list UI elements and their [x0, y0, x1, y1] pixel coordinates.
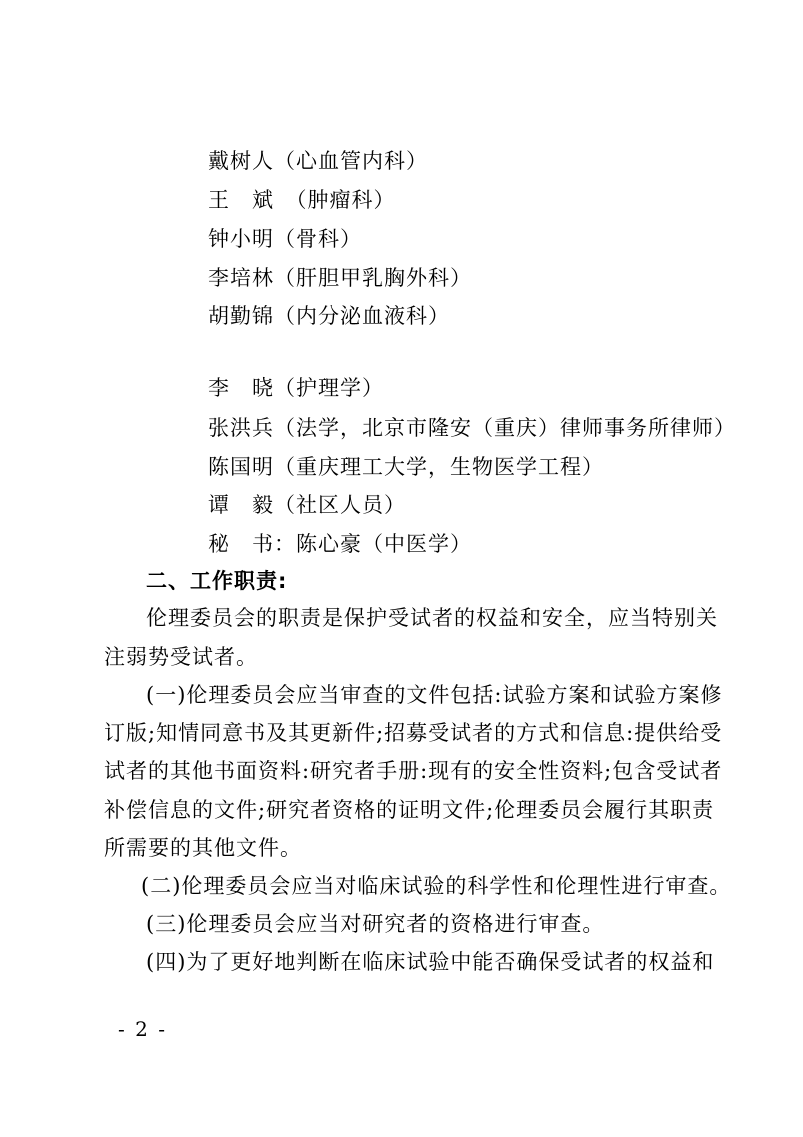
member-line: 王 斌 （肿瘤科） — [208, 188, 396, 212]
body-line: 所需要的其他文件。 — [104, 836, 302, 860]
body-line: (一)伦理委员会应当审查的文件包括:试验方案和试验方案修 — [146, 683, 723, 707]
member-line: 谭 毅（社区人员） — [208, 493, 406, 517]
section-heading: 二、工作职责: — [146, 569, 288, 593]
member-line: 钟小明（骨科） — [208, 227, 362, 251]
body-line: 补偿信息的文件;研究者资格的证明文件;伦理委员会履行其职责 — [104, 798, 715, 822]
secretary-line: 秘 书：陈心豪（中医学） — [208, 532, 472, 556]
member-line: 李 晓（护理学） — [208, 376, 384, 400]
page-number: - 2 - — [118, 1017, 167, 1041]
member-line: 胡勤锦（内分泌血液科） — [208, 304, 450, 328]
body-line: 订版;知情同意书及其更新件;招募受试者的方式和信息:提供给受 — [104, 721, 723, 745]
member-line: 陈国明（重庆理工大学，生物医学工程） — [208, 455, 604, 479]
body-line: 试者的其他书面资料:研究者手册:现有的安全性资料;包含受试者 — [104, 759, 723, 783]
body-line: (二)伦理委员会应当对临床试验的科学性和伦理性进行审查。 — [141, 874, 732, 898]
member-line: 李培林（肝胆甲乳胸外科） — [208, 266, 472, 290]
body-line: 伦理委员会的职责是保护受试者的权益和安全，应当特别关 — [146, 606, 718, 630]
body-line: (三)伦理委员会应当对研究者的资格进行审查。 — [146, 912, 605, 936]
member-line: 张洪兵（法学，北京市隆安（重庆）律师事务所律师） — [208, 416, 736, 440]
member-line: 戴树人（心血管内科） — [208, 149, 428, 173]
body-line: (四)为了更好地判断在临床试验中能否确保受试者的权益和 — [146, 950, 715, 974]
body-line: 注弱势受试者。 — [104, 645, 258, 669]
